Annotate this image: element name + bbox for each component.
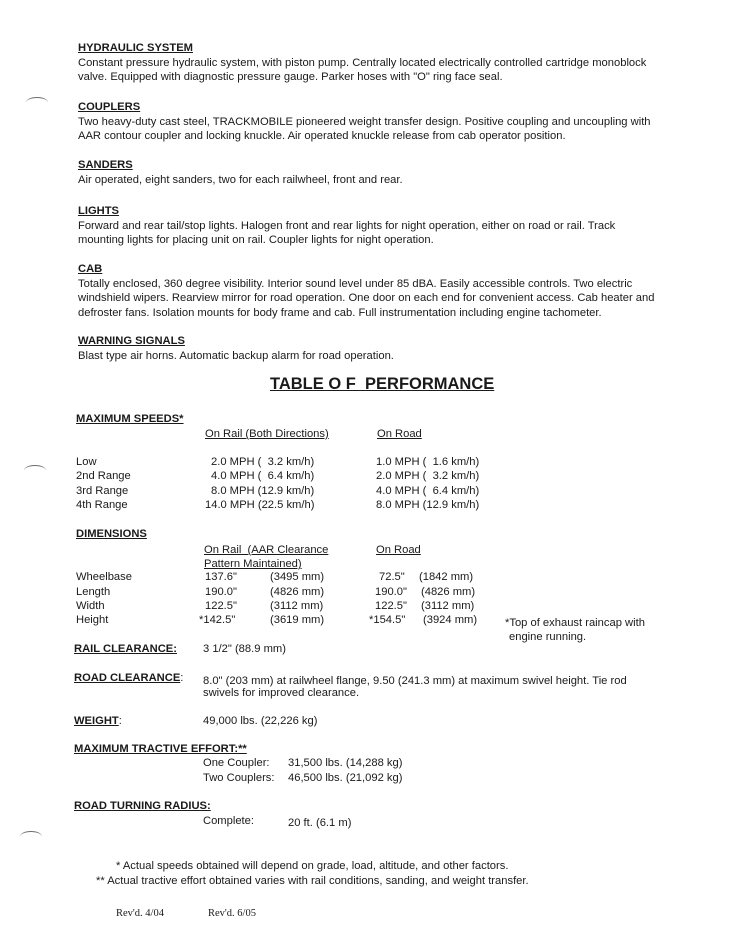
dimension-road-mm: (4826 mm) [421,586,476,598]
section-heading: SANDERS [78,159,133,171]
footnote-speeds: * Actual speeds obtained will depend on grade, load, altitude, and other factors. [116,860,509,872]
speed-row-rail: 2.0 MPH ( 3.2 km/h) [211,456,315,468]
section-text: Blast type air horns. Automatic backup alarm for road operation. [78,349,394,362]
speed-row-rail: 14.0 MPH (22.5 km/h) [205,499,315,511]
section-text: defroster fans. Isolation mounts for body frame and cab. Full instrumentation including engine tachometer. [78,306,602,319]
table-title: TABLE O F PERFORMANCE [270,375,495,393]
dimension-road-mm: (3112 mm) [421,600,475,612]
section-lights [78,204,698,248]
section-text: Forward and rear tail/stop lights. Halogen front and rear lights for night operation, either on road or rail. Track [78,219,616,232]
revision-date: Rev'd. 6/05 [208,908,256,919]
dimension-row-label: Wheelbase [76,571,132,583]
speed-row-rail: 4.0 MPH ( 6.4 km/h) [211,470,315,482]
section-sanders [78,158,698,187]
dimension-rail-mm: (3495 mm) [270,571,325,583]
weight-value: 49,000 lbs. (22,226 kg) [203,715,318,727]
tractive-row-value: 46,500 lbs. (21,092 kg) [288,772,403,784]
road-clearance-colon: : [180,672,184,684]
weight-label-text: WEIGHT [74,715,119,727]
speeds-heading: MAXIMUM SPEEDS* [76,413,184,425]
section-text: Air operated, eight sanders, two for each railwheel, front and rear. [78,173,403,186]
section-text: windshield wipers. Rearview mirror for road operation. One door on each end for convenient access. Cab heater and [78,292,655,304]
dimension-footnote: engine running. [509,631,587,643]
rail-clearance-label: RAIL CLEARANCE: [74,643,177,655]
dimension-row-label: Length [76,586,111,598]
dimension-road-mm: (1842 mm) [419,571,474,583]
tractive-row-label: Two Couplers: [203,772,275,784]
dimension-footnote: *Top of exhaust raincap with [505,617,645,629]
dimension-road-inches: 190.0" [375,586,407,598]
punch-hole-mark [26,97,48,108]
road-clearance-label [74,671,183,686]
weight-colon: : [118,715,122,727]
weight-label [74,714,122,729]
dimension-road-mm: (3924 mm) [423,614,478,626]
revision-date: Rev'd. 4/04 [116,908,164,919]
section-couplers [78,100,698,144]
dimensions-heading: DIMENSIONS [76,528,147,540]
dimension-rail-inches: 122.5" [205,600,237,612]
dimension-row-label: Height [76,614,109,626]
dimension-road-inches: *154.5" [369,614,406,626]
punch-hole-mark [24,465,46,476]
speed-row-label: 2nd Range [76,470,131,482]
speeds-col-road: On Road [377,428,422,440]
speed-row-road: 2.0 MPH ( 3.2 km/h) [376,470,480,482]
section-text: valve. Equipped with diagnostic pressure gauge. Parker hoses with "O" ring face seal. [78,71,503,83]
section-text: AAR contour coupler and locking knuckle. Air operated knuckle release from cab operator position. [78,130,566,142]
section-warning-signals [78,334,698,363]
footnote-tractive: ** Actual tractive effort obtained varies with rail conditions, sanding, and weight transfer. [96,875,529,887]
punch-hole-mark [20,831,42,842]
tractive-row-value: 31,500 lbs. (14,288 kg) [288,757,403,769]
dimension-rail-inches: 137.6" [205,571,237,583]
dimension-row-label: Width [76,600,105,612]
section-text: Totally enclosed, 360 degree visibility. Interior sound level under 85 dBA. Easily accessible controls. Two electric [78,277,633,290]
section-hydraulic-system [78,41,698,85]
speed-row-road: 8.0 MPH (12.9 km/h) [376,499,480,511]
rail-clearance-value: 3 1/2" (88.9 mm) [203,643,286,655]
turning-value: 20 ft. (6.1 m) [288,817,352,829]
speed-row-road: 4.0 MPH ( 6.4 km/h) [376,485,480,497]
tractive-row-label: One Coupler: [203,757,270,769]
road-clearance-value: 8.0" (203 mm) at railwheel flange, 9.50 (241.3 mm) at maximum swivel height. Tie rod [203,675,627,687]
section-text: Two heavy-duty cast steel, TRACKMOBILE pioneered weight transfer design. Positive coupling and uncoupling with [78,115,651,128]
speeds-col-rail: On Rail (Both Directions) [205,428,329,440]
section-text: mounting lights for placing unit on rail. Coupler lights for night operation. [78,234,434,246]
dimension-rail-inches: *142.5" [199,614,236,626]
section-heading: HYDRAULIC SYSTEM [78,42,193,54]
turning-label: Complete: [203,815,254,827]
dimension-rail-mm: (4826 mm) [270,586,325,598]
dimensions-col-rail: Pattern Maintained) [204,558,302,570]
dimensions-col-road: On Road [376,544,421,556]
speed-row-label: Low [76,456,97,468]
speed-row-road: 1.0 MPH ( 1.6 km/h) [376,456,480,468]
dimension-rail-mm: (3112 mm) [270,600,324,612]
turning-heading: ROAD TURNING RADIUS: [74,800,211,812]
dimension-road-inches: 122.5" [375,600,407,612]
section-heading: CAB [78,263,103,275]
section-heading: COUPLERS [78,101,141,113]
speed-row-label: 3rd Range [76,485,129,497]
tractive-heading: MAXIMUM TRACTIVE EFFORT:** [74,743,247,755]
section-cab [78,262,698,320]
dimension-rail-inches: 190.0" [205,586,237,598]
dimension-rail-mm: (3619 mm) [270,614,325,626]
section-heading: WARNING SIGNALS [78,335,185,347]
road-clearance-value: swivels for improved clearance. [203,687,360,699]
dimensions-col-rail: On Rail (AAR Clearance [204,544,329,556]
dimension-road-inches: 72.5" [379,571,405,583]
speed-row-label: 4th Range [76,499,128,511]
speed-row-rail: 8.0 MPH (12.9 km/h) [211,485,315,497]
road-clearance-label-text: ROAD CLEARANCE [74,672,181,684]
section-text: Constant pressure hydraulic system, with piston pump. Centrally located electrically controlled cartridge monoblock [78,56,647,69]
section-heading: LIGHTS [78,205,120,217]
